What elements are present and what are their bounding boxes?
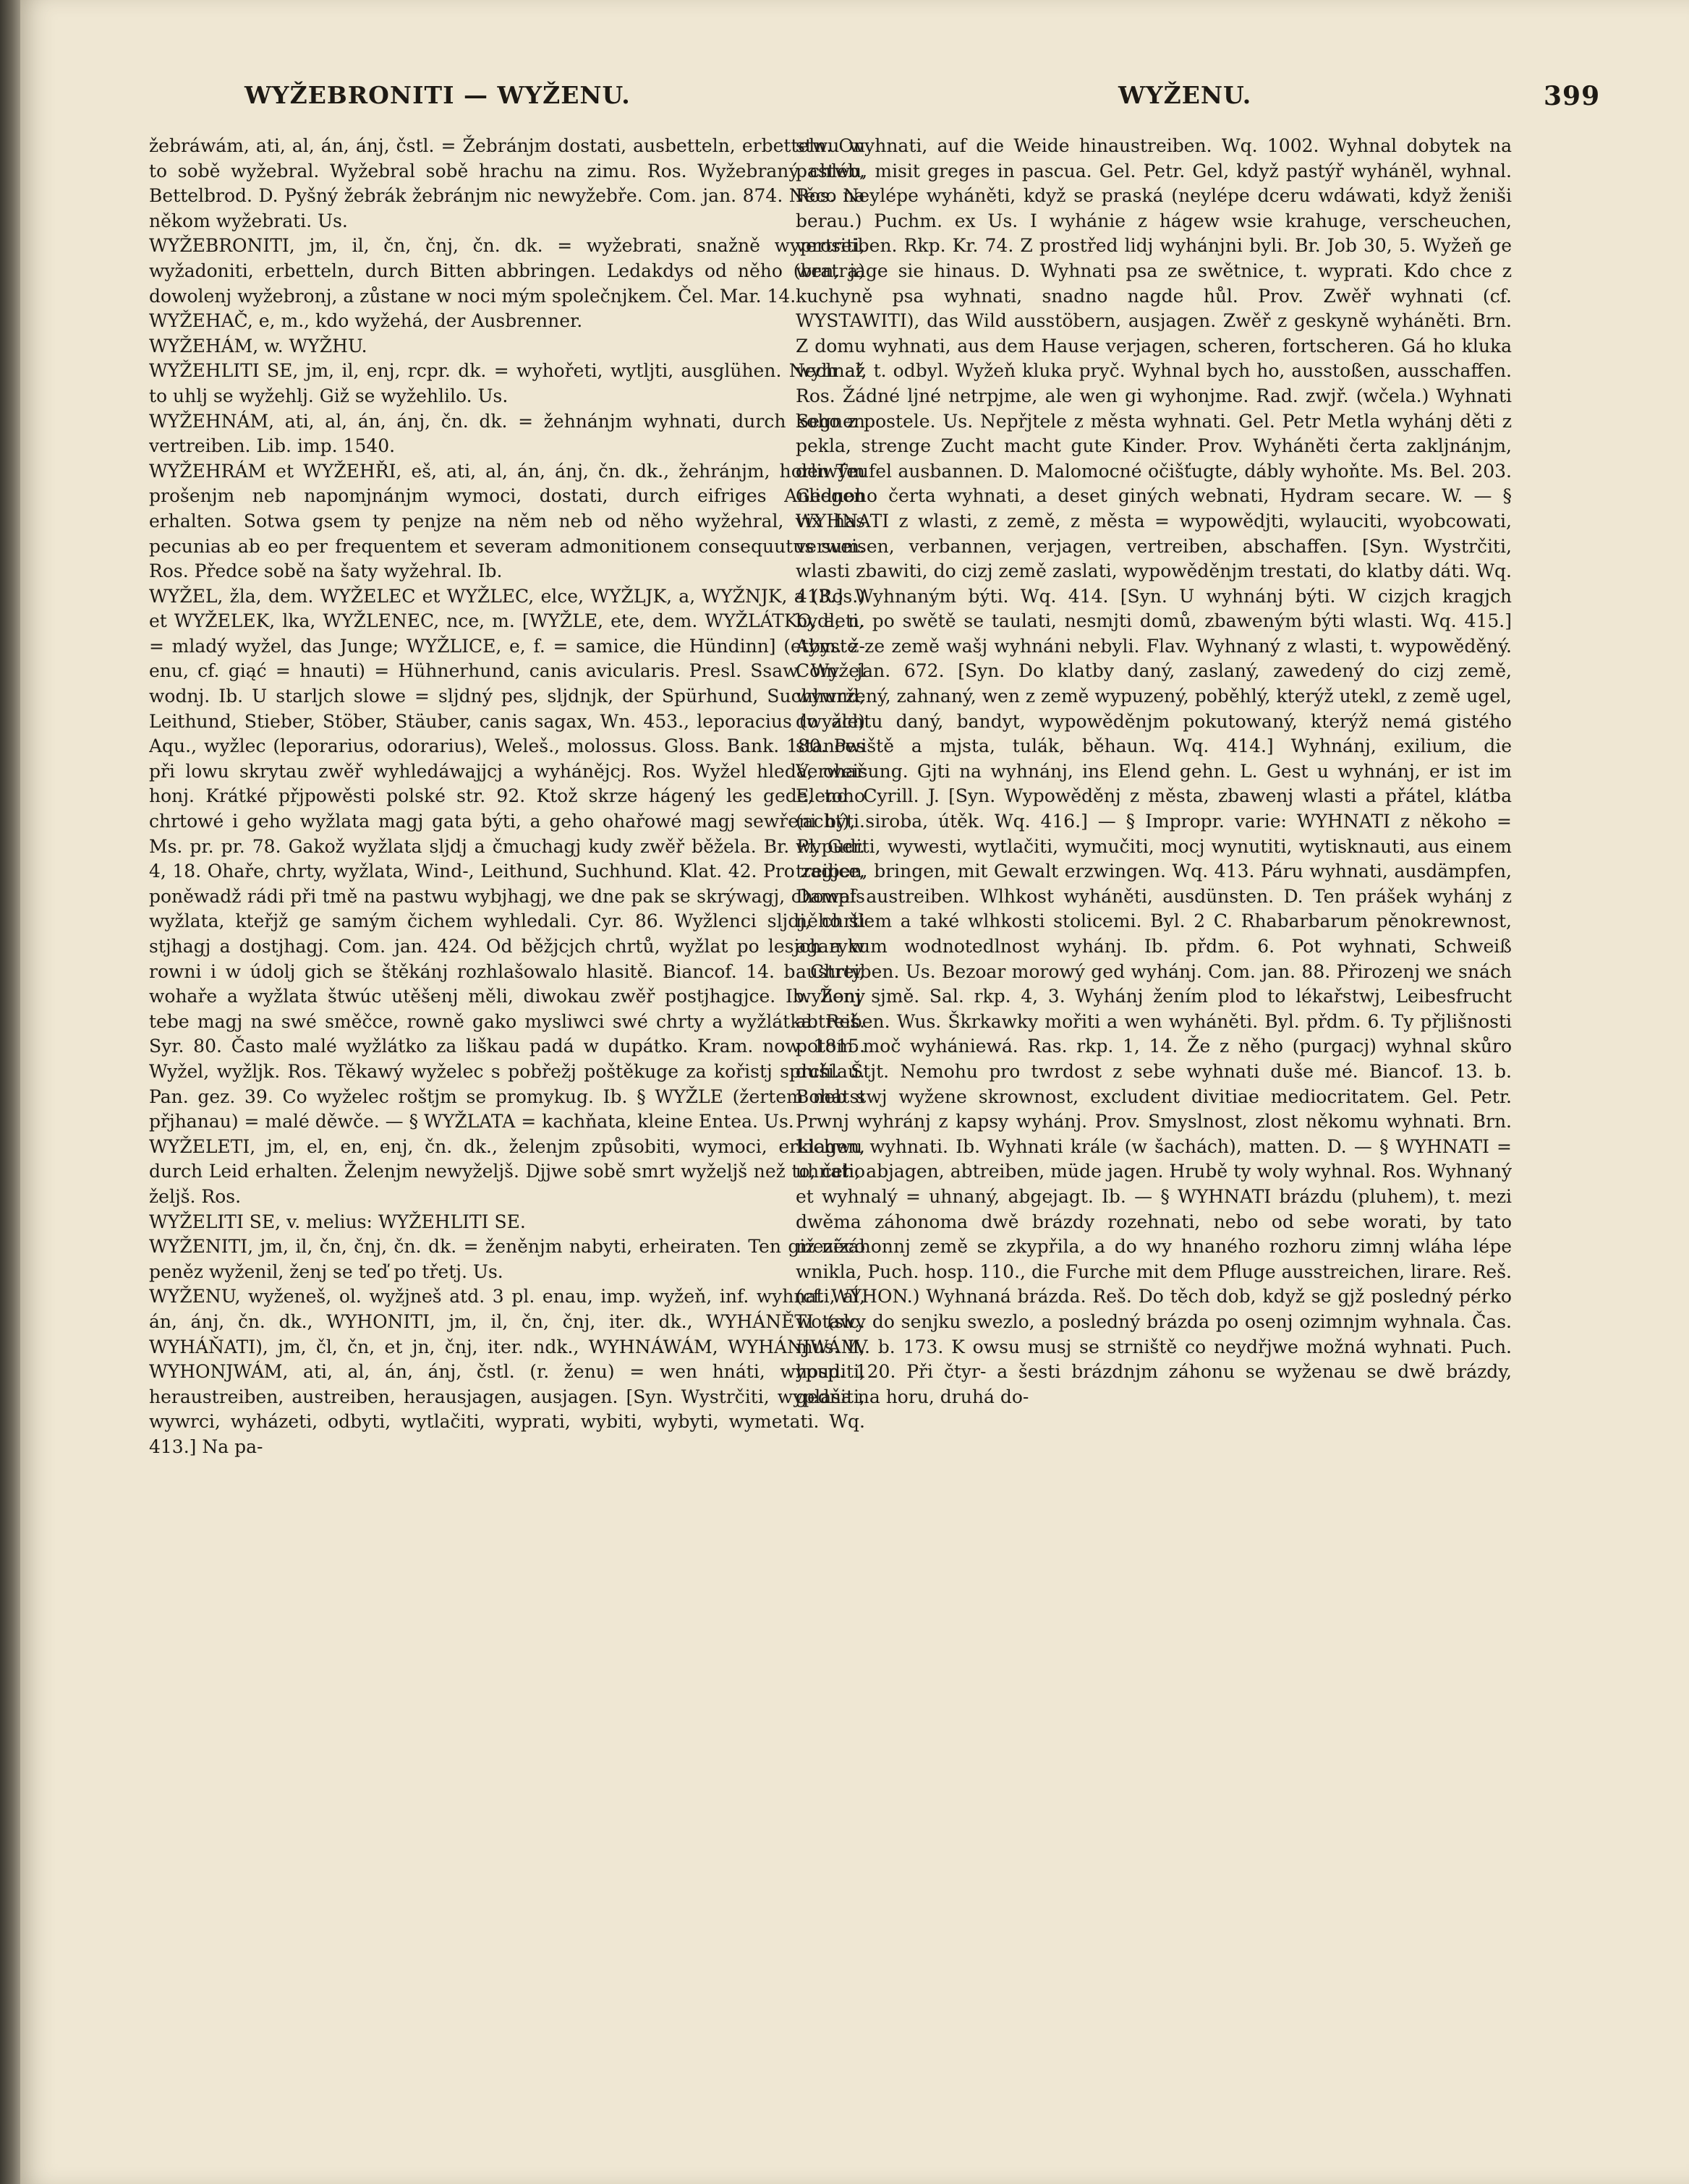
book-fold [0,0,20,2184]
dictionary-entry: WYŽEHNÁM, ati, al, án, ánj, čn. dk. = žehnánjm wyhnati, durch Segnen vertreiben. Lib. imp. 1540. [149,410,865,457]
dictionary-entry: WYŽEHRÁM et WYŽEHŘI, eš, ati, al, án, ánj, čn. dk., žehránjm, horliwým prošenjm neb napomjnánjm wymoci, dostati, durch eifriges Anliegen erhalten. Sotwa gsem ty penjze na něm neb od něho wyžehral, vix has pecunias ab eo per frequentem et severam admonitionem consequutus sum. Ros. Předce sobě na šaty wyžehral. Ib. [149,460,865,582]
dictionary-entry: žebráwám, ati, al, án, ánj, čstl. = Žebránjm dostati, ausbetteln, erbetteln. On to sobě wyžebral. Wyžebral sobě hrachu na zimu. Ros. Wyžebraný chléb, Bettelbrod. D. Pyšný žebrák žebránjm nic newyžebře. Com. jan. 874. Něco na někom wyžebrati. Us. [149,135,865,231]
left-column [149,134,865,2029]
dictionary-entry: stwu wyhnati, auf die Weide hinaustreiben. Wq. 1002. Wyhnal dobytek na pastwu, misit greges in pascua. Gel. Petr. Gel, když pastýř wyháněl, wyhnal. Ros. Neylépe wyháněti, když se praská (neylépe dceru wdáwati, když ženiši berau.) Puchm. ex Us. I wyhánie z hágew wsie krahuge, verscheuchen, vertreiben. Rkp. Kr. 74. Z prostřed lidj wyhánjni byli. Br. Job 30, 5. Wyžeň ge wen, jage sie hinaus. D. Wyhnati psa ze swětnice, t. wyprati. Kdo chce z kuchyně psa wyhnati, snadno nagde hůl. Prov. Zwěř wyhnati (cf. WYSTAWITI), das Wild ausstöbern, ausjagen. Zwěř z geskyně wyháněti. Brn. Z domu wyhnati, aus dem Hause verjagen, scheren, fortscheren. Gá ho kluka wyhnal, t. odbyl. Wyžeň kluka pryč. Wyhnal bych ho, ausstoßen, ausschaffen. Ros. Žádné ljné netrpjme, ale wen gi wyhonjme. Rad. zwjř. (wčela.) Wyhnati koho z postele. Us. Nepřjtele z města wyhnati. Gel. Petr Metla wyhánj děti z pekla, strenge Zucht macht gute Kinder. Prov. Wyháněti čerta zaklјnánjm, den Teufel ausbannen. D. Malomocné očišťugte, dábly wyhoňte. Ms. Bel. 203. Gednoho čerta wyhnati, a deset giných webnati, Hydram secare. W. — § WYHNATI z wlasti, z země, z města = wypowědjti, wylauciti, wyobcowati, verweisen, verbannen, verjagen, vertreiben, abschaffen. [Syn. Wystrčiti, wlasti zbawiti, do cizj země zaslati, wypowěděnjm trestati, do klatby dáti. Wq. 413.] Wyhnaným býti. Wq. 414. [Syn. U wyhnánj býti. W cizjch kragjch bydleti, po swětě se taulati, nesmjti domů, zbawenу́m býti wlasti. Wq. 415.] Abyste ze země wašj wyhnáni nebyli. Flav. Wyhnaný z wlasti, t. wypowěděný. Com. jan. 672. [Syn. Do klatby daný, zaslaný, zawedený do cizj země, wywržený, zahnaný, wen z země wypuzený, poběhlý, kterýž utekl, z země ugel, do achtu daný, bandyt, wypowěděnjm pokutowaný, kterýž nemá gistého stanowiště a mjsta, tulák, běhaun. Wq. 414.] Wyhnánj, exilium, die Verweisung. Gjti na wyhnánj, ins Elend gehn. L. Gest u wyhnánj, er ist im Elend. Cyrill. J. [Syn. Wypowěděnj z města, zbawenj wlasti a přátel, klátba (acht), siroba, útěk. Wq. 416.] — § Impropr. varie: WYHNATI z někoho = wypuditi, wywesti, wytlačiti, wymučiti, mocj wynutiti, wytisknauti, aus einem treiben, bringen, mit Gewalt erzwingen. Wq. 413. Páru wyhnati, ausdämpfen, Dampf austreiben. Wlhkost wyháněti, ausdünsten. D. Ten prášek wyhánj z něho šlem a také wlhkosti stolicemi. Byl. 2 C. Rhabarbarum pěnokrewnost, agarykum wodnotedlnost wyhánj. Ib. přdm. 6. Pot wyhnati, Schweiß austreiben. Us. Bezoar morowý ged wyhánj. Com. jan. 88. Přirozenj we snách wyhonj sjmě. Sal. rkp. 4, 3. Wyhánj žením plod to lékařstwj, Leibesfrucht abtreiben. Wus. Škrkawky mořiti a wen wyháněti. Byl. přdm. 6. Ty přjlišnosti potom moč wyhániewá. Ras. rkp. 1, 14. Že z něho (purgacj) wyhnal skůro duši. Štjt. Nemohu pro twrdost z sebe wyhnati duše mé. Biancof. 13. b. Bohatstwj wyžene skrownost, excludent divitiae mediocritatem. Gel. Petr. Prwnj wyhránj z kapsy wyhánj. Prov. Smyslnost, zlost někomu wyhnati. Brn. Lichwu wyhnati. Ib. Wyhnati krále (w šachách), matten. D. — § WYHNATI = uhnati, abjagen, abtreiben, müde jagen. Hrubě ty woly wyhnal. Ros. Wyhnaný et wyhnalý = uhnaný, abgejagt. Ib. — § WYHNATI brázdu (pluhem), t. mezi dwěma záhonoma dwě brázdy rozehnati, nebo od sebe worati, by tato mezizáhonnj země se zkypřila, a do wy hnaného rozhoru zimnj wláha lépe wnikla, Puch. hosp. 110., die Furche mit dem Pfluge ausstreichen, lirare. Reš. (cf. WÝHON.) Wyhnaná brázda. Reš. Do těch dob, když se gjž posledný pérko wotawy do senjku swezlo, a posledný brázda po osenj ozimnjm wyhnala. Čas. mus. IV. b. 173. K owsu musj se strniště co neydřjwe možná wyhnati. Puch. hosp. 120. Při čtyr- a šesti brázdnjm záhonu se wyženau se dwě brázdy, gedna na horu, druhá do- [796,135,1512,1407]
dictionary-entry: WYŽELETI, jm, el, en, enj, čn. dk., želenjm způsobiti, wymoci, erklagen, durch Leid erhalten. Želenjm newyželjš. Djjwe sobě smrt wyželjš než to, čeho željš. Ros. [149,1135,865,1207]
running-head-left: WYŽEBRONITI — WYŽENU. [244,81,631,109]
dictionary-entry: WYŽEL, žla, dem. WYŽELEC et WYŽLEC, elce, WYŽLJK, a, WYŽNJK, a (Ros.) et WYŽELEK, lka, WYŽLENEC, nce, m. [WYŽLE, ete, dem. WYŽLÁTKO, a, n. = mladý wyžel, das Junge; WYŽLICE, e, f. = samice, die Hündinn] (etym. ž-enu, cf. giąć = hnauti) = Hühnerhund, canis avicularis. Presl. Ssaw. Wyžel wodnj. Ib. U starljch slowe = sljdný pes, sljdnjk, der Spürhund, Suchhund, Leithund, Stieber, Stöber, Stäuber, canis sagax, Wn. 453., leporacius (wyžle) Aqu., wyžlec (leporarius, odorarius), Weleš., molossus. Gloss. Bank. 180. Pes při lowu skrytau zwěř wyhledáwajjcj a wyhánějcj. Ros. Wyžel hledá, ohař honj. Krátké přjpowěsti polské str. 92. Ktož skrze hágený les gede, toho chrtowé i geho wyžlata magj gata býti, a geho ohařowé magj sewřeni býti. Ms. pr. pr. 78. Gakož wyžlata sljdj a čmuchagj kudy zwěř běžela. Br. Pl. Ger. 4, 18. Ohaře, chrty, wyžlata, Wind-, Leithund, Suchhund. Klat. 42. Pro zagjce, poněwadž rádi při tmě na pastwu wybjhagj, we dne pak se skrýwagj, chowals wyžlata, kteřjž ge samým čichem wyhledali. Cyr. 86. Wyžlenci sljdj, chrti stjhagj a dostjhagj. Com. jan. 424. Od běžjcjch chrtů, wyžlat po lesjch a w rowni i w údolj gich se štěkánj rozhlašowalo hlasitě. Biancof. 14. b. Chrty, wohaře a wyžlata štwúc utěšenj měli, diwokau zwěř postjhagjce. Ib. Ženy tebe magj na swé směčce, rowně gako mysliwci swé chrty a wyžlátka. Reš. Syr. 80. Často malé wyžlátko za liškau padá w dupátko. Kram. now. 1815. Wyžel, wyžljk. Ros. Těkawý wyželec s pobřežj poštěkuge za kořistj sprchlau. Pan. gez. 39. Co wyželec roštjm se promykug. Ib. § WYŽLE (žertem neb s přjhanau) = malé děwče. — § WYŽLATA = kachňata, kleine Entea. Us. [149,585,865,1132]
dictionary-entry: WYŽEHLITI SE, jm, il, enj, rcpr. dk. = wyhořeti, wytljti, ausglühen. Nech až to uhlj se wyžehlj. Giž se wyžehlilo. Us. [149,360,865,406]
dictionary-entry: WYŽENU, wyženeš, ol. wyžjneš atd. 3 pl. enau, imp. wyžeň, inf. wyhnati, al, án, ánj, čn. dk., WYHONITI, jm, il, čn, čnj, iter. dk., WYHÁNĚTI (slc. WYHÁŇATI), jm, čl, čn, et jn, čnj, iter. ndk., WYHNÁWÁM, WYHÁNJWÁM, WYHONJWÁM, ati, al, án, ánj, čstl. (r. ženu) = wen hnáti, wypuditi, heraustreiben, austreiben, herausjagen, ausjagen. [Syn. Wystrčiti, wyplašiti, wywrci, wyházeti, odbyti, wytlačiti, wyprati, wybiti, wybyti, wymetati. Wq. 413.] Na pa- [149,1286,865,1457]
running-head-right: WYŽENU. [1118,81,1252,109]
dictionary-page [20,0,1689,2184]
page-number: 399 [1544,81,1601,111]
dictionary-entry: WYŽELITI SE, v. melius: WYŽEHLITI SE. [149,1211,526,1232]
dictionary-entry: WYŽENITI, jm, il, čn, čnj, čn. dk. = ženěnjm nabyti, erheiraten. Ten giž něco peněz wyženil, ženj se teď po třetj. Us. [149,1236,865,1282]
dictionary-entry: WYŽEHAČ, e, m., kdo wyžehá, der Ausbrenner. [149,310,583,332]
right-column [796,134,1512,2029]
dictionary-entry: WYŽEBRONITI, jm, il, čn, čnj, čn. dk. = wyžebrati, snažně wyprositi, wyžadoniti, erbetteln, durch Bitten abbringen. Ledakdys od něho (bratra) dowolenj wyžebronj, a zůstane w noci mým společnjkem. Čel. Mar. 14. [149,235,865,307]
dictionary-entry: WYŽEHÁM, w. WYŽHU. [149,335,367,357]
